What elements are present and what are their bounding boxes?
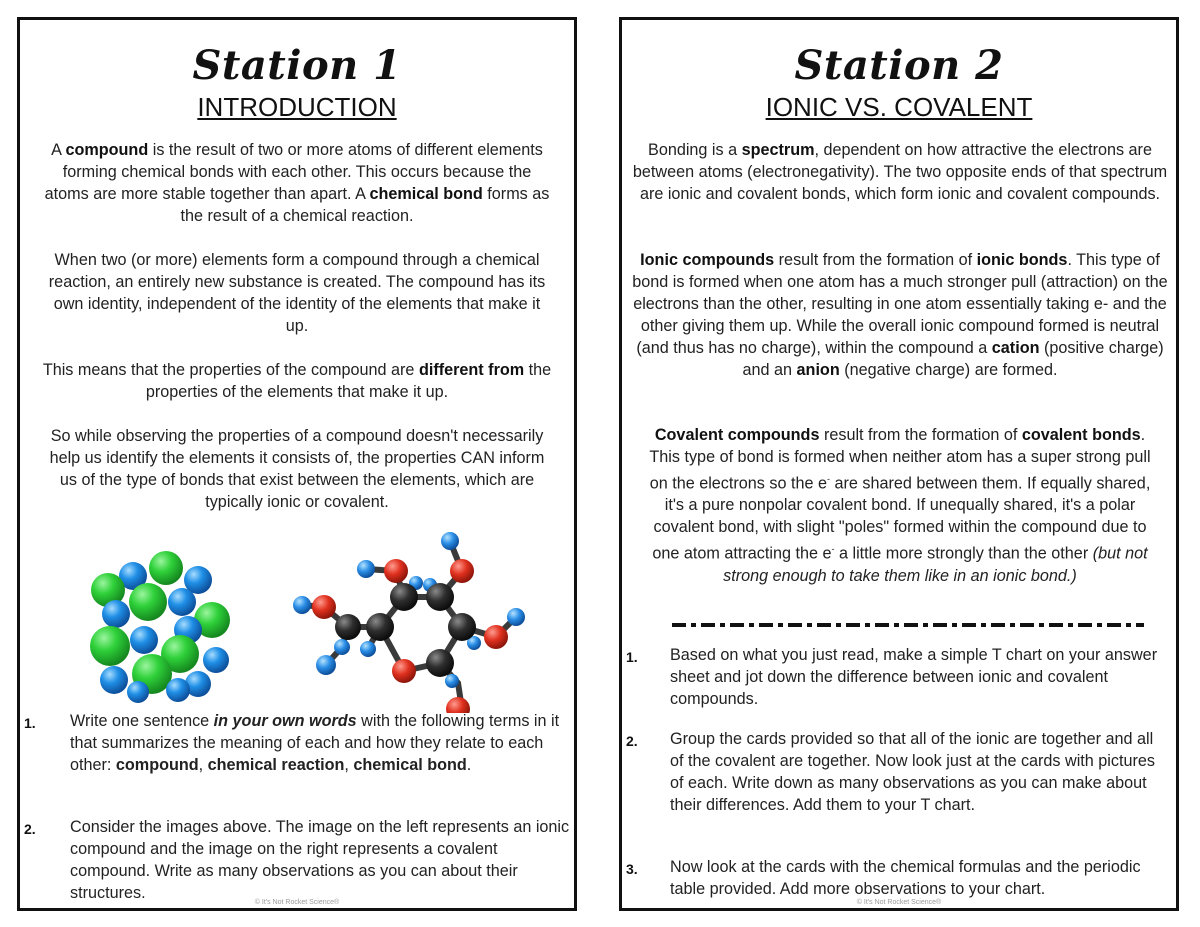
bonding-paragraph-1: Bonding is a spectrum, dependent on how attractive the electrons are between atoms (electronegativity). The two opposite ends of that spectrum are ionic and covalent bonds, which form ionic and covalent compounds. [632, 141, 1168, 203]
question-text: Now look at the cards with the chemical formulas and the periodic table provided. Add more observations to your chart. [670, 858, 1141, 898]
station-2-subtitle: IONIC VS. COVALENT [765, 92, 1033, 122]
question-number: 1. [24, 715, 36, 731]
copyright-footer: © It's Not Rocket Science® [856, 899, 942, 906]
section-divider [672, 622, 1152, 628]
covalent-compound-image [282, 513, 534, 713]
question-number: 2. [626, 733, 638, 749]
station-1-subtitle: INTRODUCTION [197, 92, 397, 122]
question-number: 3. [626, 861, 638, 877]
question-text: Group the cards provided so that all of the ionic are together and all of the covalent are together. Now look just at the cards with pictures of each. Write down as many observations as you can make about their differences. Add them to your T chart. [670, 730, 1155, 814]
station-2-title: Station 2 [794, 42, 1004, 89]
intro-paragraph-2: When two (or more) elements form a compound through a chemical reaction, an entirely new substance is created. The compound has its own identity, independent of the identity of the elements that make it up. [48, 251, 546, 335]
station-2-card [619, 17, 1179, 911]
question-text: Based on what you just read, make a simple T chart on your answer sheet and jot down the difference between ionic and covalent compounds. [670, 646, 1158, 708]
ionic-paragraph: Ionic compounds result from the formation of ionic bonds. This type of bond is formed when one atom has a much stronger pull (attraction) on the electrons than the other, resulting in one atom essentially taking e- and the other giving them up. While the overall ionic compound formed is neutral (and thus has no charge), within the compound a cation (positive charge) and an anion (negative charge) are formed. [632, 251, 1168, 379]
question-text: Write one sentence in your own words with the following terms in it that summarizes the meaning of each and how they relate to each other: compound, chemical reaction, chemical bond. [70, 712, 560, 774]
covalent-paragraph: Covalent compounds result from the formation of covalent bonds. This type of bond is formed when neither atom has a super strong pull on the electrons so the e- are shared between them. If equally shared, it's a pure nonpolar covalent bond. If unequally shared, it's a polar covalent bond, with slight "poles" formed within the compound due to one atom attracting the e- a little more strongly than the other (but not strong enough to take them like in an ionic bond.) [649, 426, 1151, 585]
intro-paragraph-4: So while observing the properties of a compound doesn't necessarily help us identify the elements it consists of, the properties CAN inform us of the type of bonds that exist between the elements, which are typically ionic or covalent. [49, 427, 545, 511]
question-number: 1. [626, 649, 638, 665]
ionic-compound-image [78, 542, 234, 704]
question-number: 2. [24, 821, 36, 837]
intro-paragraph-1: A compound is the result of two or more atoms of different elements forming chemical bonds with each other. This occurs because the atoms are more stable together than apart. A chemical bond forms as the result of a chemical reaction. [44, 141, 550, 225]
intro-paragraph-3: This means that the properties of the compound are different from the properties of the elements that make it up. [42, 361, 552, 401]
station-1-card [17, 17, 577, 911]
question-text: Consider the images above. The image on the left represents an ionic compound and the image on the right represents a covalent compound. Write as many observations as you can about their structures. [70, 818, 570, 902]
copyright-footer: © It's Not Rocket Science® [254, 899, 340, 906]
station-1-title: Station 1 [192, 42, 402, 89]
